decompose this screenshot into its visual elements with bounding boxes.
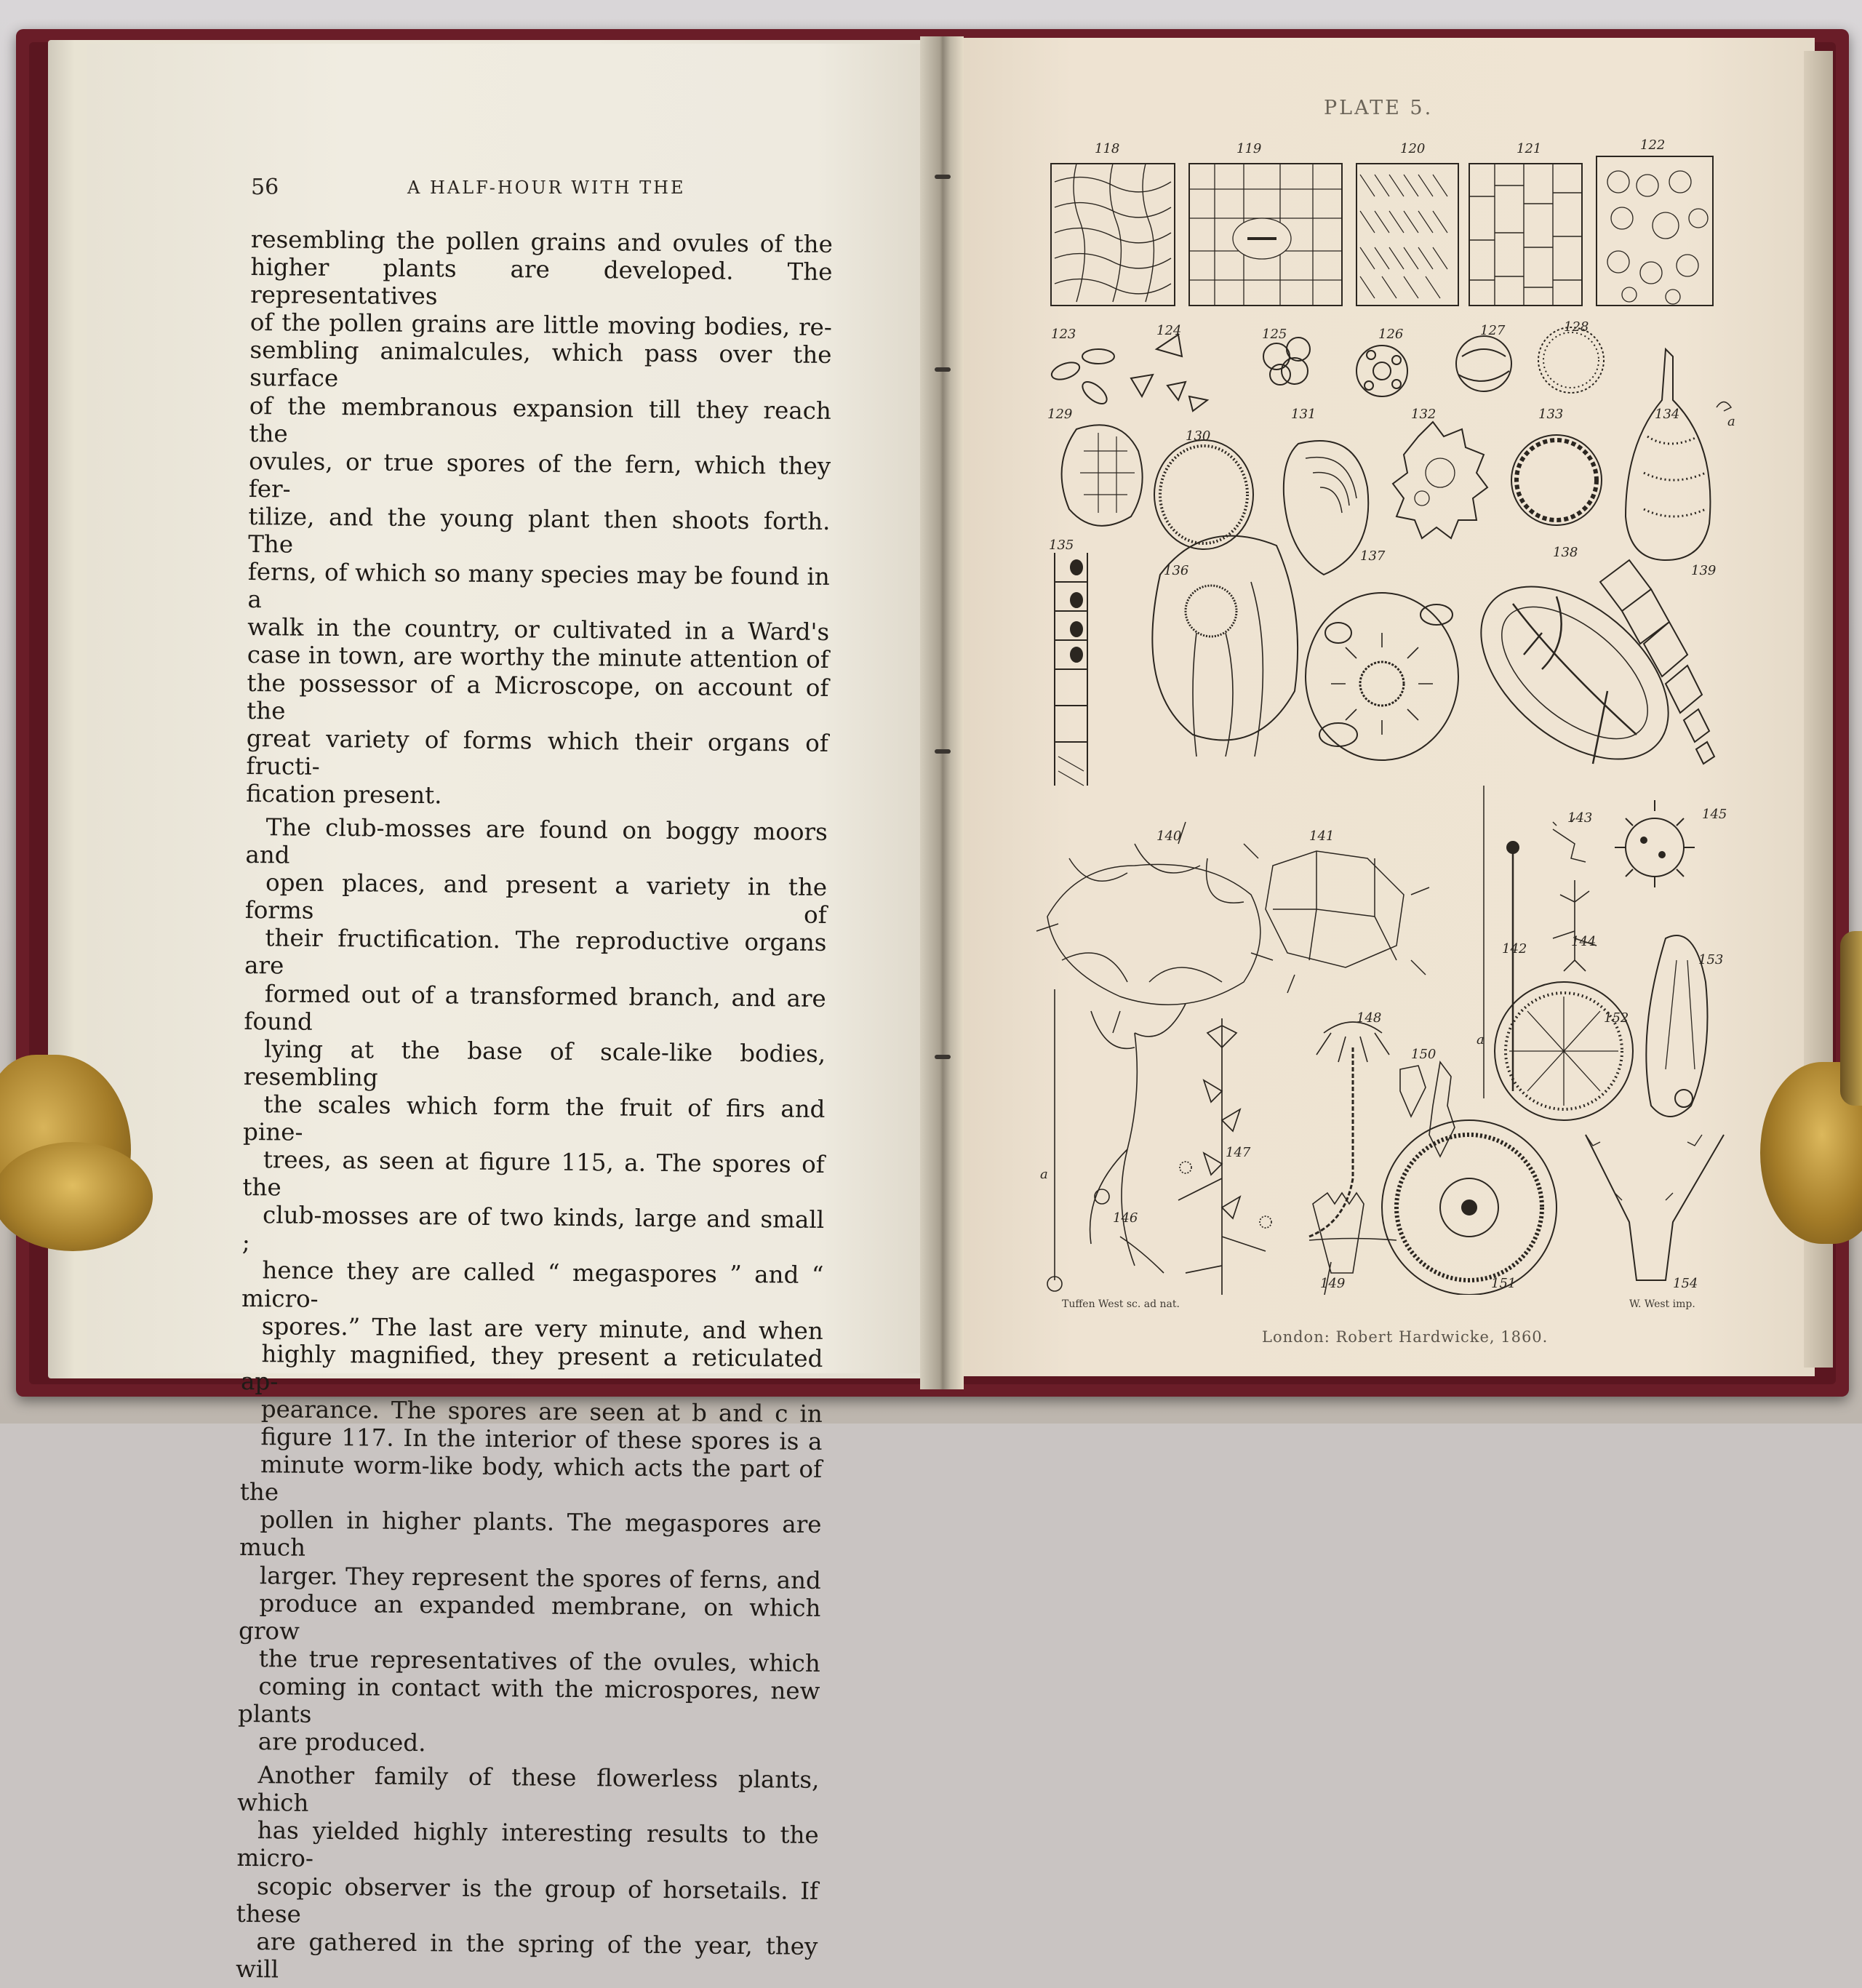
text-line: ferns, of which so many species may be found in a xyxy=(247,558,830,614)
fig-133-reticulated-spore xyxy=(1511,435,1602,525)
text-line: coming in contact with the microspores, new plants xyxy=(237,1672,820,1728)
text-line: club-mosses are of two kinds, large and small ; xyxy=(241,1201,825,1257)
text-line: case in town, are worthy the minute attention of xyxy=(247,641,829,674)
figure-number-label: 134 xyxy=(1655,407,1680,422)
fig-154-forked-tip xyxy=(1586,1135,1724,1280)
figure-number-label: 122 xyxy=(1640,137,1666,153)
figure-number-label: 125 xyxy=(1262,327,1287,342)
fig-131-seed xyxy=(1284,441,1368,575)
fig-141-reticulated-membrane xyxy=(1244,844,1429,993)
fig-123-spores xyxy=(1050,349,1114,408)
fig-132-spiny-spore xyxy=(1393,422,1487,538)
fig-147-branched-plant xyxy=(1178,1018,1271,1295)
text-line: Another family of these flowerless plants, which xyxy=(236,1761,820,1818)
fig-150-scale xyxy=(1400,1062,1455,1157)
engraver-credit: Tuffen West sc. ad nat. xyxy=(1062,1298,1180,1310)
text-line: higher plants are developed. The representatives xyxy=(250,253,833,311)
figure-number-label: 149 xyxy=(1320,1276,1346,1291)
figure-number-label: 146 xyxy=(1113,1210,1138,1226)
text-line: tilize, and the young plant then shoots forth. The xyxy=(248,502,831,559)
fig-146-plant-filaments xyxy=(1047,989,1186,1291)
figure-number-label: 135 xyxy=(1049,538,1074,553)
figure-number-label: 126 xyxy=(1378,327,1404,342)
text-line: figure 117. In the interior of these spores is a xyxy=(260,1423,823,1456)
figure-number-label: 141 xyxy=(1309,829,1335,844)
figure-number-label: 150 xyxy=(1411,1047,1437,1062)
body-paragraph xyxy=(246,225,833,813)
figure-number-label: 131 xyxy=(1291,407,1316,422)
text-line: of the pollen grains are little moving bodies, re- xyxy=(249,308,832,342)
fig-137-prothallus xyxy=(1306,593,1458,760)
binding-stitch xyxy=(935,1055,951,1059)
text-line: the scales which form the fruit of firs and pine- xyxy=(242,1090,826,1146)
text-line: formed out of a transformed branch, and are found xyxy=(244,979,826,1036)
text-line: has yielded highly interesting results to the micro- xyxy=(236,1816,819,1873)
figure-number-label: 118 xyxy=(1095,141,1120,156)
fig-121-elongated-cells xyxy=(1469,164,1582,306)
figure-number-label: 121 xyxy=(1517,141,1542,156)
text-line: The club-mosses are found on boggy moors and xyxy=(245,813,828,869)
body-paragraph xyxy=(238,813,828,1760)
figure-number-label: 136 xyxy=(1164,563,1189,578)
figure-number-label: 129 xyxy=(1047,407,1073,422)
figure-number-label: 143 xyxy=(1567,810,1593,826)
fig-128-spiny-pollen xyxy=(1538,327,1604,393)
printer-credit: W. West imp. xyxy=(1629,1298,1695,1310)
fig-140-network xyxy=(1036,822,1273,1033)
figure-number-label: 140 xyxy=(1156,829,1182,844)
page-number: 56 xyxy=(251,175,279,200)
fig-129-reniform-spore xyxy=(1062,425,1143,526)
binding-stitch xyxy=(935,749,951,754)
fig-126-pollen-grain xyxy=(1356,346,1407,396)
figure-number-label: 123 xyxy=(1051,327,1076,342)
publisher-imprint: London: Robert Hardwicke, 1860. xyxy=(1262,1328,1549,1346)
figure-number-label: 132 xyxy=(1411,407,1437,422)
book-gutter xyxy=(920,36,964,1389)
figure-number-label: 147 xyxy=(1226,1145,1251,1160)
text-line: the possessor of a Microscope, on account of the xyxy=(247,668,829,725)
fig-125-spore-cluster xyxy=(1263,338,1310,385)
text-line: minute worm-like body, which acts the part of the xyxy=(239,1450,823,1506)
running-head-title: A HALF-HOUR WITH THE xyxy=(407,177,686,198)
text-line: great variety of forms which their organs of fructi- xyxy=(246,724,828,781)
text-line: spores.” The last are very minute, and when xyxy=(261,1312,823,1345)
plate-illustrations xyxy=(1033,131,1738,1295)
figure-number-label: 139 xyxy=(1691,563,1717,578)
fig-139-segmented-filament xyxy=(1600,560,1717,764)
fig-145-spiny-spore xyxy=(1615,800,1695,887)
text-line: pearance. The spores are seen at b and c in xyxy=(260,1395,823,1428)
body-paragraph xyxy=(236,1761,820,1988)
fig-120-hairy-tissue xyxy=(1356,164,1458,306)
figure-number-label: 153 xyxy=(1698,952,1724,967)
text-line: sembling animalcules, which pass over the surface xyxy=(249,336,832,393)
text-line: are gathered in the spring of the year, they will xyxy=(235,1927,818,1984)
figure-number-label: 144 xyxy=(1571,934,1597,949)
plate-title: PLATE 5. xyxy=(1324,97,1434,119)
fig-127-pollen-grain xyxy=(1456,336,1511,391)
text-line: walk in the country, or cultivated in a Ward's xyxy=(247,613,830,647)
fig-152-radial-disk xyxy=(1495,982,1633,1120)
figure-number-label: 152 xyxy=(1604,1010,1629,1026)
text-line: produce an expanded membrane, on which grow xyxy=(238,1589,821,1645)
brass-stand-edge xyxy=(1840,931,1862,1106)
text-line: open places, and present a variety in the forms of xyxy=(244,869,828,930)
figure-letter-label: a xyxy=(1727,414,1735,429)
text-line: lying at the base of scale-like bodies, resembling xyxy=(243,1034,826,1092)
text-line: their fructification. The reproductive organs are xyxy=(244,924,827,980)
figure-number-label: 138 xyxy=(1553,545,1578,560)
figure-letter-label: a xyxy=(1040,1167,1048,1182)
figure-number-label: 154 xyxy=(1673,1276,1698,1291)
figure-number-label: 124 xyxy=(1156,323,1182,338)
figure-number-label: 128 xyxy=(1564,319,1589,335)
figure-number-label: 142 xyxy=(1502,941,1527,957)
text-line: pollen in higher plants. The megaspores are much xyxy=(239,1506,822,1562)
figure-number-label: 148 xyxy=(1356,1010,1382,1026)
fig-118-hatching xyxy=(1055,164,1171,302)
fig-135-spore-chain xyxy=(1055,553,1087,786)
text-line: resembling the pollen grains and ovules of the xyxy=(250,225,833,258)
fig-130-granular-spore xyxy=(1154,440,1253,549)
figure-number-label: 137 xyxy=(1360,548,1386,564)
binding-stitch xyxy=(935,175,951,179)
text-line: are produced. xyxy=(257,1728,426,1757)
body-text xyxy=(236,225,833,1988)
figure-number-label: 119 xyxy=(1236,141,1262,156)
fig-134-sporangium xyxy=(1626,349,1731,560)
fig-148-umbrella-strobilus xyxy=(1309,1022,1396,1240)
fig-144-branched-hair xyxy=(1553,880,1597,971)
text-line: trees, as seen at figure 115, a. The spores of the xyxy=(242,1146,825,1202)
brass-page-holder-left-base xyxy=(0,1142,153,1251)
figure-number-label: 145 xyxy=(1702,807,1727,822)
text-line: scopic observer is the group of horsetails. If these xyxy=(236,1872,819,1928)
running-head xyxy=(251,175,847,204)
figure-number-label: 127 xyxy=(1480,323,1506,338)
text-line: highly magnified, they present a reticulated ap- xyxy=(240,1339,823,1396)
fig-151-cross-section xyxy=(1382,1120,1557,1295)
figure-number-label: 130 xyxy=(1186,428,1211,444)
text-line: of the membranous expansion till they reach the xyxy=(249,391,831,448)
figure-letter-label: a xyxy=(1477,1032,1485,1047)
fig-124-spores xyxy=(1131,335,1207,411)
figure-number-label: 151 xyxy=(1491,1276,1517,1291)
binding-stitch xyxy=(935,367,951,372)
text-line: hence they are called “ megaspores ” and “ micro- xyxy=(241,1256,824,1313)
text-line: ovules, or true spores of the fern, which they fer- xyxy=(248,447,831,503)
figure-number-label: 133 xyxy=(1538,407,1564,422)
figure-number-label: 120 xyxy=(1400,141,1426,156)
text-line: fication present. xyxy=(246,779,442,810)
text-line: larger. They represent the spores of ferns, and xyxy=(259,1561,821,1594)
fig-138-elliptic-spore xyxy=(1449,553,1701,794)
text-line: the true representatives of the ovules, which xyxy=(258,1644,820,1677)
